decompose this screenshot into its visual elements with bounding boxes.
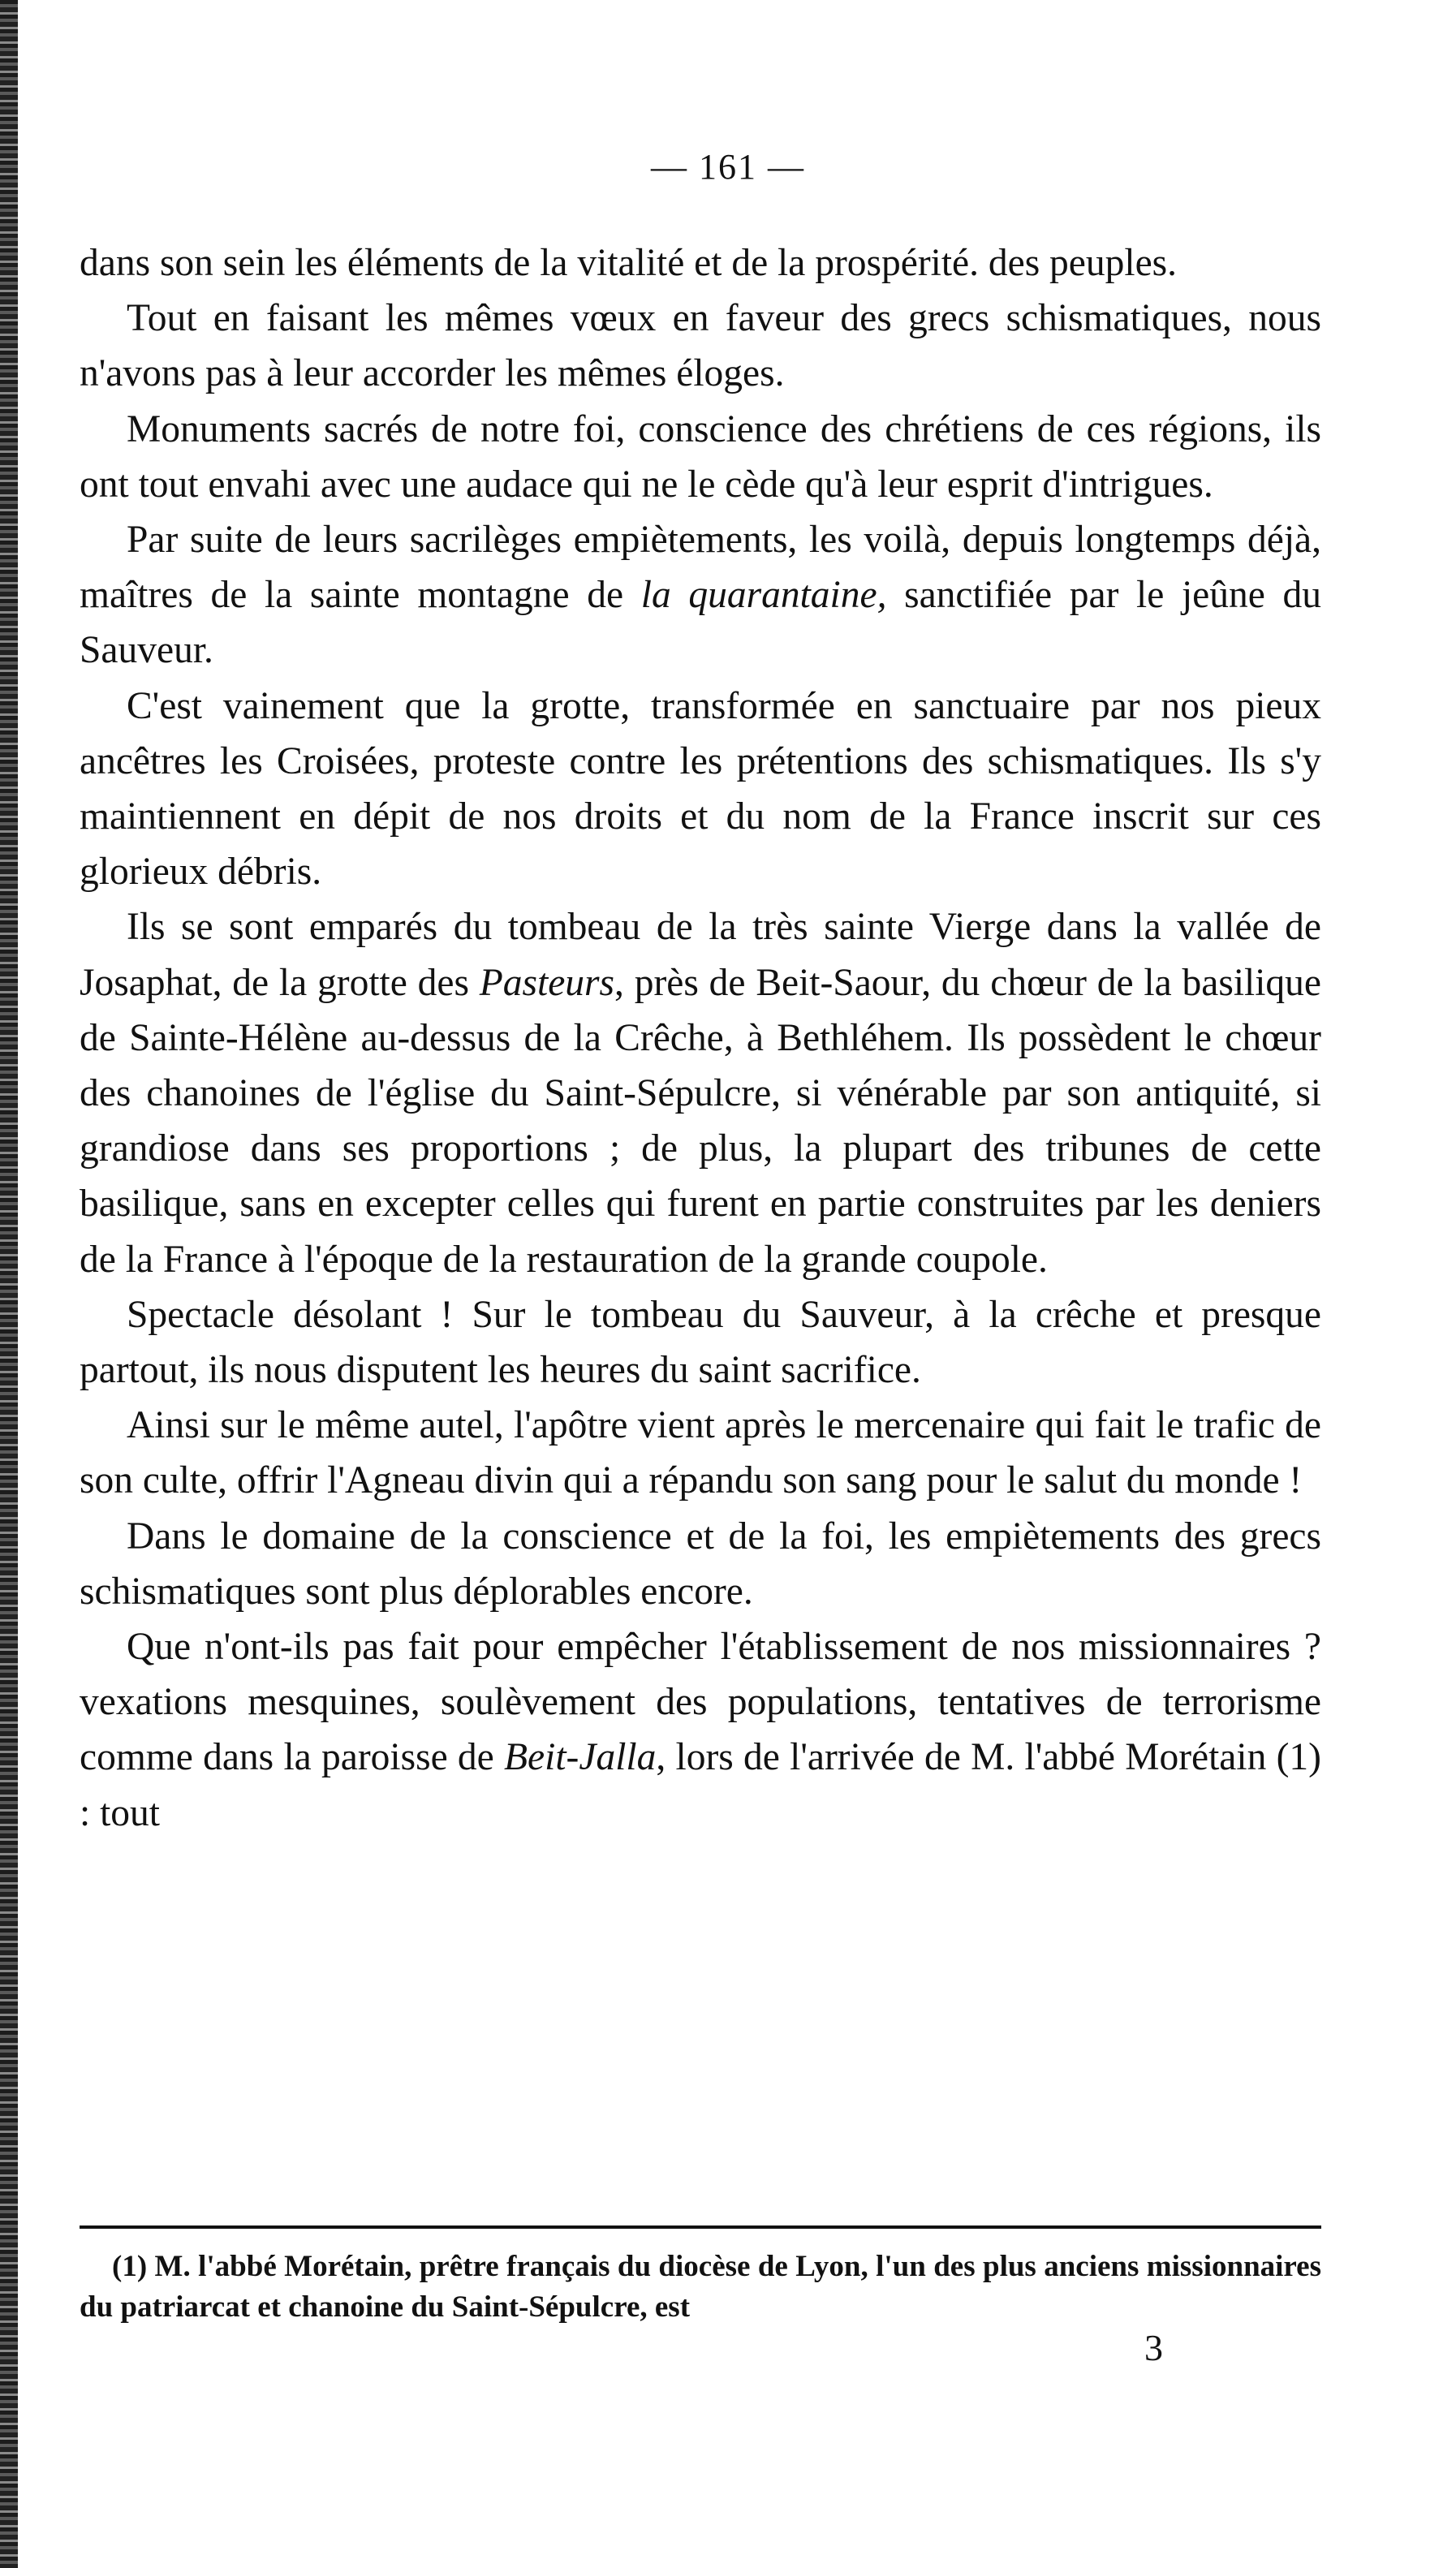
paragraph-text: Par suite de leurs sacrilèges empiètements, les voilà, depuis longtemps déjà, maîtres de la sainte montagne de [80, 519, 1321, 617]
paragraph [80, 402, 1321, 512]
paragraph [80, 1398, 1321, 1508]
footnote-text: (1) M. l'abbé Morétain, prêtre français du diocèse de Lyon, l'un des plus anciens missionnaires du patriarcat et chanoine du Saint-Sépulcre, est [80, 2250, 1321, 2324]
paragraph-text: Ainsi sur le même autel, l'apôtre vient après le mercenaire qui fait le trafic de son culte, offrir l'Agneau divin qui a répandu son sang pour le salut du monde ! [80, 1404, 1321, 1502]
paragraph [80, 1619, 1321, 1841]
paragraph-text: Dans le domaine de la conscience et de la foi, les empiètements des grecs schismatiques sont plus déplorables encore. [80, 1515, 1321, 1613]
footnote-rule [80, 2225, 1321, 2229]
signature-mark: 3 [1144, 2327, 1163, 2368]
paragraph-text: sanctifiée par le jeûne du Sauveur. [80, 574, 1321, 672]
italic-text: Beit-Jalla [504, 1736, 657, 1779]
paragraph-text: , lors de l'arrivée de M. l'abbé Morétain (1) : tout [80, 1736, 1321, 1834]
paragraph-text: , près de Beit-Saour, du chœur de la basilique de Sainte-Hélène au-dessus de la Crêche, à Bethléhem. Ils possèdent le chœur des chanoines de l'église du Saint-Sépulcre, si vénérable par son antiquité, si grandiose dans ses proportions ; de plus, la plupart des tribunes de cette basilique, sans en excepter celles qui furent en partie construites par les deniers de la France à l'époque de la restauration de la grande coupole. [80, 961, 1321, 1281]
paragraph [80, 1509, 1321, 1619]
paragraph [80, 899, 1321, 1286]
paragraph-text: Tout en faisant les mêmes vœux en faveur des grecs schismatiques, nous n'avons pas à leur accorder les mêmes éloges. [80, 297, 1321, 395]
paragraph-text: C'est vainement que la grotte, transformée en sanctuaire par nos pieux ancêtres les Croisées, proteste contre les prétentions des schismatiques. Ils s'y maintiennent en dépit de nos droits et du nom de la France inscrit sur ces glorieux débris. [80, 684, 1321, 894]
footnote [80, 2247, 1321, 2328]
paragraph [80, 512, 1321, 679]
paragraph [80, 235, 1321, 291]
paragraph [80, 291, 1321, 401]
paragraph-text: Que n'ont-ils pas fait pour empêcher l'établissement de nos missionnaires ? vexations mesquines, soulèvement des populations, tentatives de terrorisme comme dans la paroisse de [80, 1626, 1321, 1779]
italic-text: la quarantaine, [640, 574, 887, 617]
page-number: — 161 — [651, 147, 805, 187]
body-text [80, 235, 1321, 1841]
paragraph [80, 1287, 1321, 1398]
paragraph [80, 679, 1321, 900]
italic-text: Pasteurs [479, 961, 615, 1004]
paragraph-text: Monuments sacrés de notre foi, conscience des chrétiens de ces régions, ils ont tout envahi avec une audace qui ne le cède qu'à leur esprit d'intrigues. [80, 407, 1321, 506]
paragraph-text: Ils se sont emparés du tombeau de la très sainte Vierge dans la vallée de Josaphat, de la grotte des [80, 906, 1321, 1004]
paragraph-text: Spectacle désolant ! Sur le tombeau du Sauveur, à la crêche et presque partout, ils nous disputent les heures du saint sacrifice. [80, 1293, 1321, 1392]
paragraph-text: dans son sein les éléments de la vitalité et de la prospérité. des peuples. [80, 242, 1178, 284]
page-binding-edge [0, 0, 18, 2568]
